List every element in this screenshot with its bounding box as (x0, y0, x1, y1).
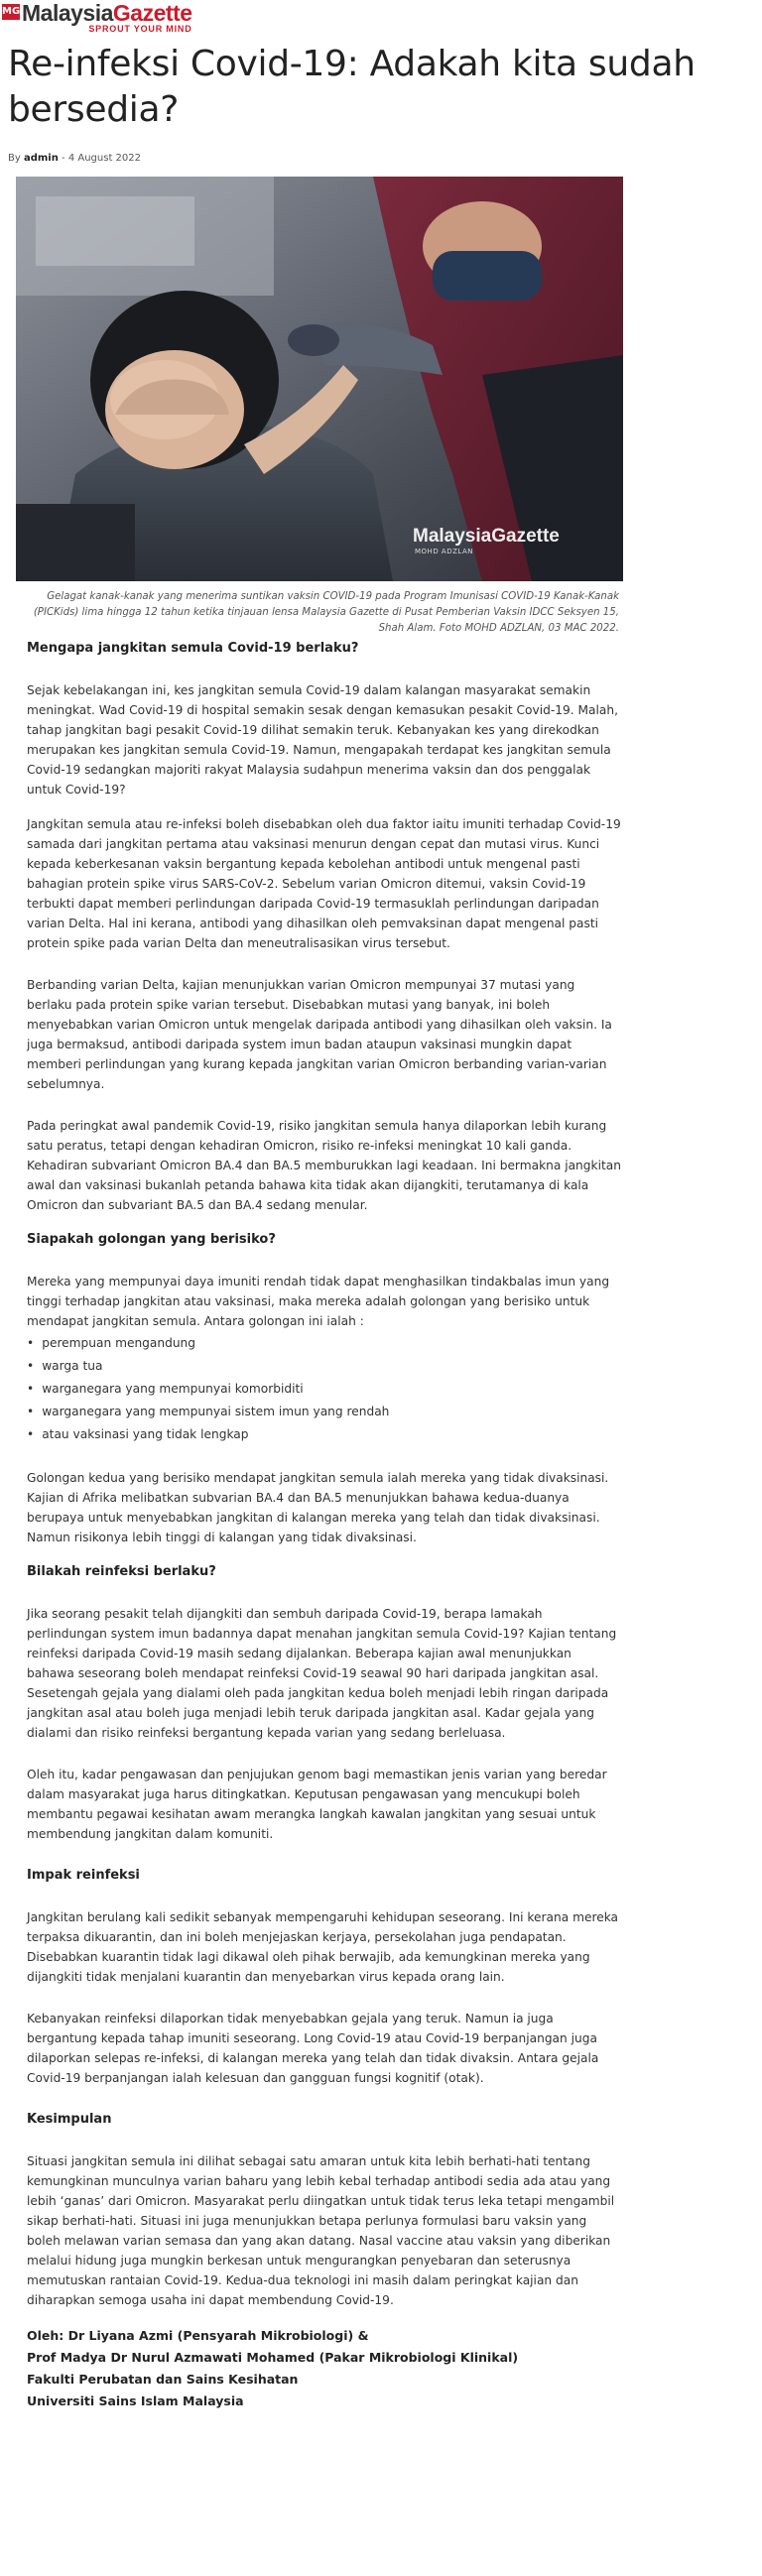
logo-mark: MG (2, 4, 20, 20)
section-heading-why: Mengapa jangkitan semula Covid-19 berlaku? (27, 641, 359, 656)
byline-prefix: By (8, 153, 21, 164)
paragraph: Golongan kedua yang berisiko mendapat jangkitan semula ialah mereka yang tidak divaksinasi. Kajian di Afrika melibatkan subvarian BA.4 dan BA.5 menunjukkan bahawa kedua-duanya berupaya untuk menyebabkan jangkitan di kalangan mereka yang telah dan tidak divaksinasi. Namun risikonya lebih tinggi di kalangan yang tidak divaksinasi. (27, 1471, 609, 1544)
author-signature (27, 2325, 622, 2412)
hero-watermark-credit: MOHD ADZLAN (415, 548, 473, 555)
image-caption: Gelagat kanak-kanak yang menerima suntikan vaksin COVID-19 pada Program Imunisasi COVID-19 Kanak-Kanak (PICKids) lima hingga 12 tahun ketika tinjauan lensa Malaysia Gazette di Pusat Pemberian Vaksin IDCC Seksyen 15, Shah Alam. Foto MOHD ADZLAN, 03 MAC 2022. (33, 591, 619, 634)
paragraph: Jangkitan berulang kali sedikit sebanyak mempengaruhi kehidupan seseorang. Ini kerana mereka terpaksa dikuarantin, dan ini boleh menjejaskan kerjaya, persekolahan juga pendapatan. Disebabkan kuarantin tidak lagi dikawal oleh pihak berwajib, ada kemungkinan mereka yang dijangkiti tidak menjalani kuarantin dan menyebarkan virus kepada orang lain. (27, 1910, 619, 1984)
logo-text (22, 2, 192, 34)
section-heading-risk: Siapakah golongan yang berisiko? (27, 1232, 276, 1247)
paragraph: Pada peringkat awal pandemik Covid-19, risiko jangkitan semula hanya dilaporkan lebih kurang satu peratus, tetapi dengan kehadiran Omicron, risiko re-infeksi meningkat 10 kali ganda. Kehadiran subvariant Omicron BA.4 dan BA.5 memburukkan lagi keadaan. Ini bermakna jangkitan awal dan vaksinasi bukanlah petanda bahawa kita tidak akan dijangkiti, terutamanya di kala Omicron dan subvariant BA.5 dan BA.4 sedang menular. (27, 1119, 621, 1212)
section-heading-impact: Impak reinfeksi (27, 1868, 140, 1883)
logo-tagline: SPROUT YOUR MIND (88, 24, 192, 34)
article-body (27, 639, 622, 2412)
list-item: • warga tua (27, 1355, 622, 1378)
paragraph: Berbanding varian Delta, kajian menunjukkan varian Omicron mempunyai 37 mutasi yang berlaku pada protein spike varian tersebut. Disebabkan mutasi yang banyak, ini boleh menyebabkan varian Omicron untuk mengelak daripada antibodi yang dihasilkan oleh vaksin. Ia juga bermaksud, antibodi daripada system imun badan ataupun vaksinasi mungkin dapat memberi perlindungan yang kurang kepada jangkitan varian Omicron berbanding varian-varian sebelumnya. (27, 978, 612, 1091)
site-header (0, 0, 762, 44)
list-item: • warganegara yang mempunyai sistem imun yang rendah (27, 1401, 622, 1423)
paragraph: Jika seorang pesakit telah dijangkiti dan sembuh daripada Covid-19, berapa lamakah perlindungan system imun badannya dapat menahan jangkitan semula Covid-19? Kajian tentang reinfeksi daripada Covid-19 masih sedang dijalankan. Beberapa kajian awal menunjukkan bahawa seseorang boleh mendapat reinfeksi Covid-19 seawal 90 hari daripada jangkitan asal. Sesetengah gejala yang dialami oleh pada jangkitan kedua boleh menjadi lebih ringan daripada jangkitan asal atau boleh juga menjadi lebih teruk daripada jangkitan asal. Kadar gejala yang dialami dan risiko reinfeksi bergantung kepada varian yang sedang berleluasa. (27, 1607, 617, 1740)
hero-watermark: MalaysiaGazette (413, 526, 560, 547)
paragraph: Jangkitan semula atau re-infeksi boleh disebabkan oleh dua faktor iaitu imuniti terhadap Covid-19 samada dari jangkitan pertama atau vaksinasi menurun dengan cepat dan mutasi virus. Kunci kepada keberkesanan vaksin bergantung kepada kebolehan antibodi untuk mengenal pasti bahagian protein spike virus SARS-CoV-2. Sebelum varian Omicron ditemui, vaksin Covid-19 terbukti dapat memberi perlindungan daripada Covid-19 termasuklah perlindungan daripadan varian Delta. Hal ini kerana, antibodi yang dihasilkan oleh pemvaksinan dapat mengenal pasti protein spike pada varian Delta dan meneutralisasikan virus tersebut. (27, 817, 621, 950)
byline-separator: - (62, 153, 68, 164)
article-byline (8, 153, 141, 164)
list-item: • atau vaksinasi yang tidak lengkap (27, 1423, 622, 1446)
section-heading-when: Bilakah reinfeksi berlaku? (27, 1564, 216, 1579)
paragraph: Sejak kebelakangan ini, kes jangkitan semula Covid-19 dalam kalangan masyarakat semakin meningkat. Wad Covid-19 di hospital semakin sesak dengan kemasukan pesakit Covid-19. Malah, tahap jangkitan bagi pesakit Covid-19 dilihat semakin teruk. Kebanyakan kes yang direkodkan merupakan kes jangkitan semula Covid-19. Namun, mengapakah terdapat kes jangkitan semula Covid-19 sedangkan majoriti rakyat Malaysia sudahpun menerima vaksin dan dos penggalak untuk Covid-19? (27, 683, 618, 797)
signature-line: Universiti Sains Islam Malaysia (27, 2393, 244, 2408)
hero-photo-illustration (16, 177, 623, 581)
signature-line: Oleh: Dr Liyana Azmi (Pensyarah Mikrobiologi) & (27, 2328, 369, 2343)
publish-date: 4 August 2022 (67, 153, 141, 164)
author-link[interactable]: admin (23, 153, 59, 164)
paragraph: Kebanyakan reinfeksi dilaporkan tidak menyebabkan gejala yang teruk. Namun ia juga bergantung kepada tahap imuniti seseorang. Long Covid-19 atau Covid-19 berpanjangan juga dilaporkan selepas re-infeksi, di kalangan mereka yang telah dan tidak divaksin. Antara gejala Covid-19 berpanjangan ialah kelesuan dan gangguan fungsi kognitif (otak). (27, 2012, 599, 2085)
section-heading-conclusion: Kesimpulan (27, 2112, 112, 2127)
logo-brand-part2: Gazette (112, 0, 192, 26)
list-item: • warganegara yang mempunyai komorbiditi (27, 1378, 622, 1401)
signature-line: Prof Madya Dr Nurul Azmawati Mohamed (Pakar Mikrobiologi Klinikal) (27, 2350, 519, 2365)
article-title: Re-infeksi Covid-19: Adakah kita sudah bersedia? (8, 44, 696, 130)
paragraph: Oleh itu, kadar pengawasan dan penjujukan genom bagi memastikan jenis varian yang beredar dalam masyarakat juga harus ditingkatkan. Keputusan pengawasan yang mencukupi boleh membantu pegawai kesihatan awam merangka langkah kawalan jangkitan yang sesuai untuk membendung jangkitan dalam komuniti. (27, 1768, 607, 1841)
paragraph: Situasi jangkitan semula ini dilihat sebagai satu amaran untuk kita lebih berhati-hati tentang kemungkinan munculnya varian baharu yang lebih kebal terhadap antibodi sedia ada atau yang lebih ‘ganas’ dari Omicron. Masyarakat perlu diingatkan untuk tidak terus leka tetapi mengambil sikap berhati-hati. Situasi ini juga menunjukkan betapa perlunya formulasi baru vaksin yang boleh melawan varian semasa dan yang akan datang. Nasal vaccine atau vaksin yang diberikan melalui hidung juga mungkin berkesan untuk mengurangkan penyebaran dan seterusnya memutuskan rantaian Covid-19. Kedua-dua teknologi ini masih dalam peringkat kajian dan diharapkan semoga usaha ini dapat membendung Covid-19. (27, 2154, 615, 2307)
risk-group-list (27, 1332, 622, 1446)
logo-brand-part1: Malaysia (22, 0, 113, 26)
list-item: • perempuan mengandung (27, 1332, 622, 1355)
hero-image (16, 177, 623, 581)
logo-brand (22, 2, 192, 24)
paragraph: Mereka yang mempunyai daya imuniti rendah tidak dapat menghasilkan tindakbalas imun yang tinggi terhadap jangkitan atau vaksinasi, maka mereka adalah golongan yang berisiko untuk mendapat jangkitan semula. Antara golongan ini ialah : (27, 1275, 610, 1328)
signature-line: Fakulti Perubatan dan Sains Kesihatan (27, 2372, 299, 2387)
site-logo[interactable] (2, 2, 192, 38)
